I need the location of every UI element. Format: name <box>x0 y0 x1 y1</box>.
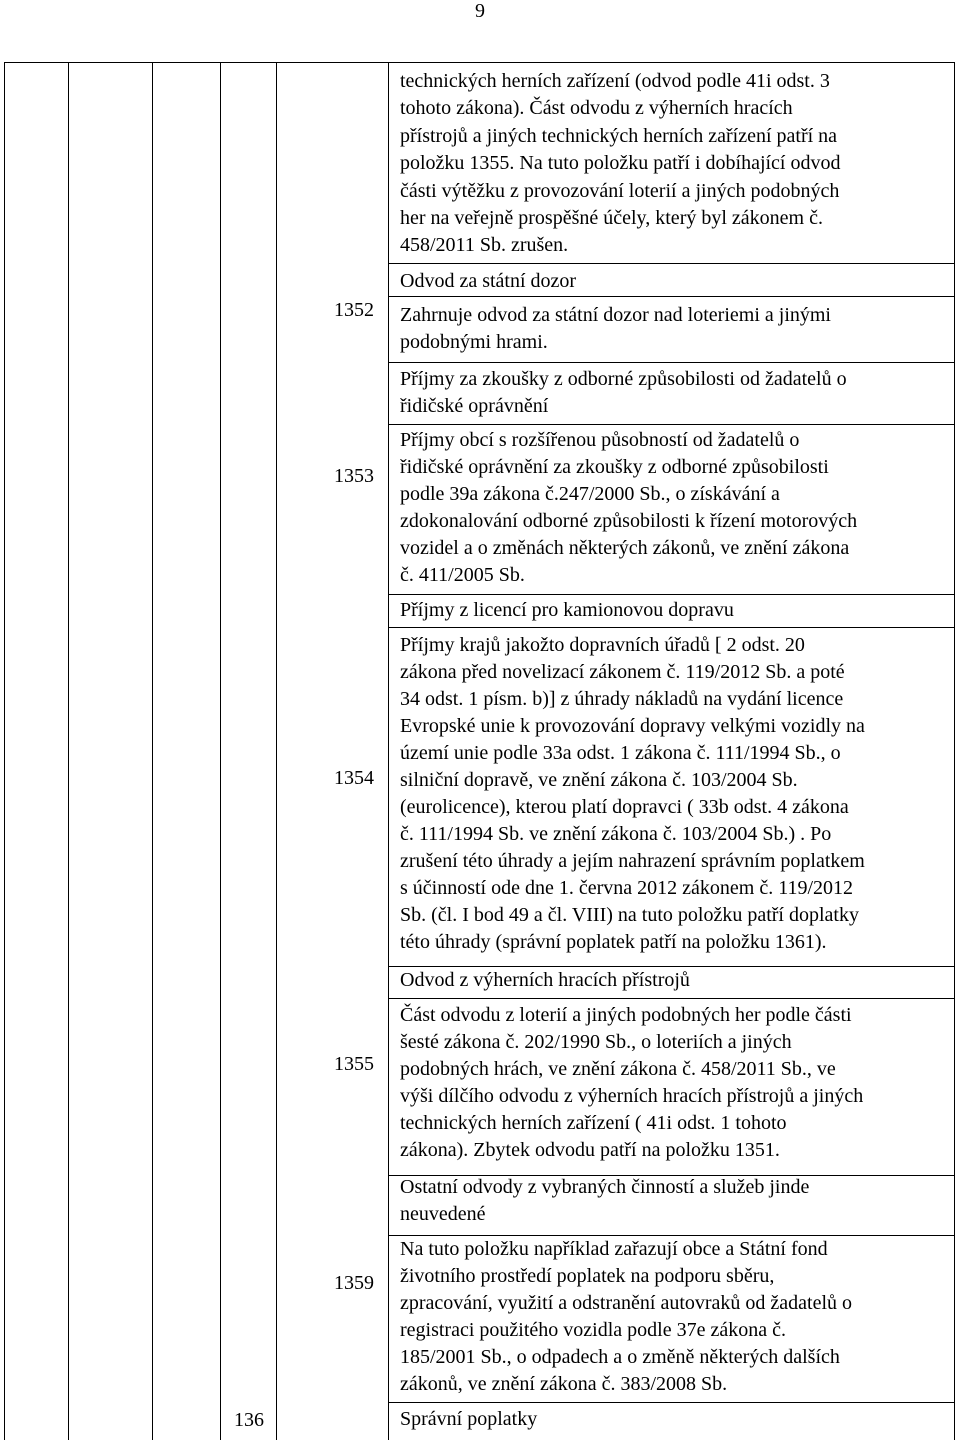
item-title-1352: Odvod za státní dozor <box>400 270 577 292</box>
row-divider <box>388 424 955 425</box>
item-description-1359: Na tuto položku například zařazují obce a Státní fond životního prostředí poplatek na podporu sběru, zpracování, využití a odstranění autovraků od žadatelů o registraci použitého vozidla podle 37e zákona č. 185/2001 Sb., o odpadech a o změně některých dalších zákonů, ve znění zákona č. 383/2008 Sb. <box>400 1238 853 1395</box>
item-code-1353: 1353 <box>334 465 374 487</box>
page-number: 9 <box>475 0 485 22</box>
item-code-1354: 1354 <box>334 767 374 789</box>
table-border-right <box>954 62 955 1440</box>
row-divider <box>388 296 955 297</box>
table-column-divider <box>220 62 221 1440</box>
row-divider <box>388 362 955 363</box>
row-divider <box>388 998 955 999</box>
item-description-1354: Příjmy krajů jakožto dopravních úřadů [ 2 odst. 20 zákona před novelizací zákonem č. 119/2012 Sb. a poté 34 odst. 1 písm. b)] z úhrady nákladů na vydání licence Evropské unie k provozování dopravy velkými vozidly na území unie podle 33a odst. 1 zákona č. 111/1994 Sb., o silniční dopravě, ve znění zákona č. 103/2004 Sb. (eurolicence), kterou platí dopravci ( 33b odst. 4 zákona č. 111/1994 Sb. ve znění zákona č. 103/2004 Sb.) . Po zrušení této úhrady a jejím nahrazení správním poplatkem s účinností ode dne 1. června 2012 zákonem č. 119/2012 Sb. (čl. I bod 49 a čl. VIII) na tuto položku patří doplatky této úhrady (správní poplatek patří na položku 1361). <box>400 634 865 953</box>
row-divider <box>388 263 955 264</box>
item-title-136: Správní poplatky <box>400 1408 538 1430</box>
row-divider <box>388 594 955 595</box>
table-border-left <box>4 62 5 1440</box>
row-divider <box>388 1402 955 1403</box>
item-code-136: 136 <box>234 1409 264 1431</box>
intro-description: technických herních zařízení (odvod podle 41i odst. 3 tohoto zákona). Část odvodu z výherních hracích přístrojů a jiných technických herních zařízení patří na položku 1355. Na tuto položku patří i dobíhající odvod části výtěžku z provozování loterií a jiných podobných her na veřejně prospěšné účely, který byl zákonem č. 458/2011 Sb. zrušen. <box>400 70 841 257</box>
item-description-1352: Zahrnuje odvod za státní dozor nad loteriemi a jinými podobnými hrami. <box>400 304 831 353</box>
item-title-1359: Ostatní odvody z vybraných činností a služeb jinde neuvedené <box>400 1176 810 1225</box>
item-code-1359: 1359 <box>334 1272 374 1294</box>
table-border-top <box>4 62 955 63</box>
table-column-divider <box>68 62 69 1440</box>
item-code-1352: 1352 <box>334 299 374 321</box>
item-title-1354: Příjmy z licencí pro kamionovou dopravu <box>400 599 734 621</box>
item-code-1355: 1355 <box>334 1053 374 1075</box>
item-description-1355: Část odvodu z loterií a jiných podobných her podle části šesté zákona č. 202/1990 Sb., o loteriích a jiných podobných hrách, ve znění zákona č. 458/2011 Sb., ve výši dílčího odvodu z výherních hracích přístrojů a jiných technických herních zařízení ( 41i odst. 1 tohoto zákona). Zbytek odvodu patří na položku 1351. <box>400 1004 864 1161</box>
table-column-divider <box>388 62 389 1440</box>
item-title-1353: Příjmy za zkoušky z odborné způsobilosti od žadatelů o řidičské oprávnění <box>400 368 847 417</box>
row-divider <box>388 627 955 628</box>
item-title-1355: Odvod z výherních hracích přístrojů <box>400 969 690 991</box>
item-description-1353: Příjmy obcí s rozšířenou působností od žadatelů o řidičské oprávnění za zkoušky z odborné způsobilosti podle 39a zákona č.247/2000 Sb., o získávání a zdokonalování odborné způsobilosti k řízení motorových vozidel a o změnách některých zákonů, ve znění zákona č. 411/2005 Sb. <box>400 429 858 586</box>
table-column-divider <box>152 62 153 1440</box>
table-column-divider <box>276 62 277 1440</box>
